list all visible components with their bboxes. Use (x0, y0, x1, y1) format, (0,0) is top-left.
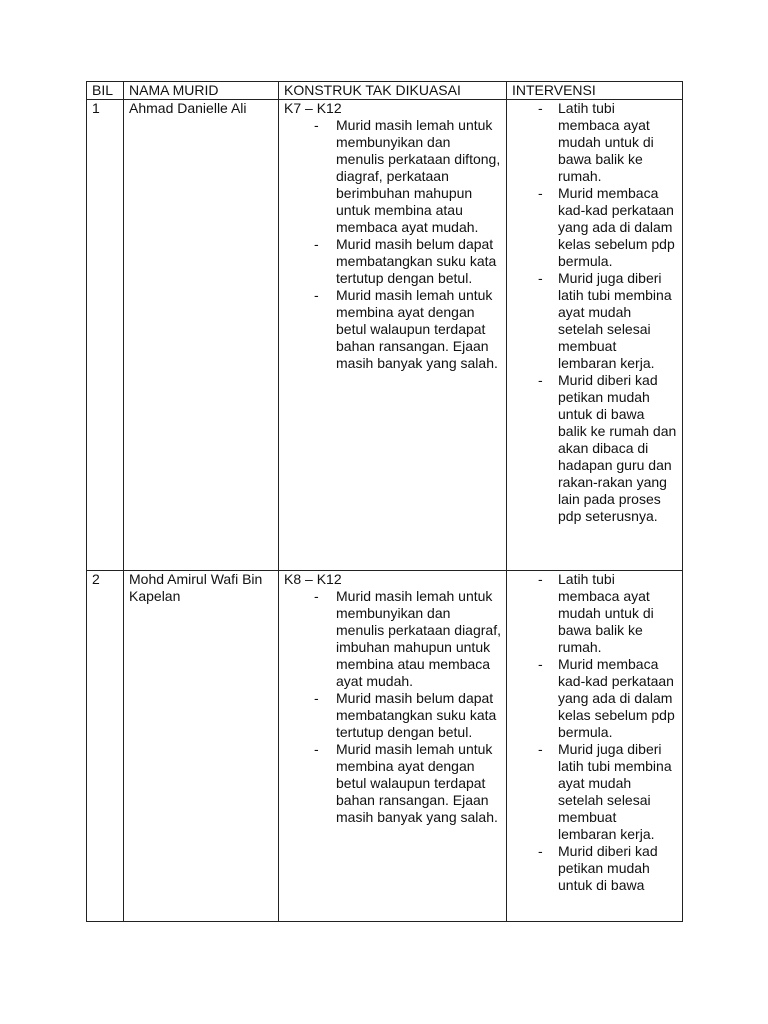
header-konstruk: KONSTRUK TAK DIKUASAI (279, 82, 507, 100)
list-item: - Murid masih belum dapat membatangkan suku kata tertutup dengan betul. (314, 236, 497, 286)
list-item: - Murid diberi kad petikan mudah untuk di bawa (538, 843, 658, 893)
cell-intervensi (507, 100, 683, 571)
student-table (86, 81, 683, 922)
list-item: - Murid masih lemah untuk membina ayat dengan betul walaupun terdapat bahan ransangan. Ejaan masih banyak yang salah. (314, 741, 498, 825)
cell-bil: 2 (87, 571, 124, 922)
list-item: - Murid diberi kad petikan mudah untuk di bawa balik ke rumah dan akan dibaca di hadapan guru dan rakan-rakan yang lain pada proses pdp seterusnya. (538, 372, 677, 524)
construct-list (284, 117, 501, 372)
cell-nama: Ahmad Danielle Ali (124, 100, 279, 571)
header-row (87, 82, 683, 100)
list-item: - Murid masih lemah untuk membunyikan dan menulis perkataan diagraf, imbuhan mahupun untuk membina atau membaca ayat mudah. (314, 588, 501, 689)
list-item: - Latih tubi membaca ayat mudah untuk di bawa balik ke rumah. (538, 571, 654, 655)
table-row (87, 571, 683, 922)
construct-code: K8 – K12 (284, 571, 342, 587)
cell-konstruk (279, 100, 507, 571)
list-item: - Murid masih belum dapat membatangkan suku kata tertutup dengan betul. (314, 690, 497, 740)
cell-nama: Mohd Amirul Wafi Bin Kapelan (124, 571, 279, 922)
header-intervensi: INTERVENSI (507, 82, 683, 100)
header-bil: BIL (87, 82, 124, 100)
list-item: - Murid juga diberi latih tubi membina ayat mudah setelah selesai membuat lembaran kerja. (538, 270, 672, 371)
cell-intervensi (507, 571, 683, 922)
construct-list (284, 588, 501, 826)
list-item: - Murid membaca kad-kad perkataan yang ada di dalam kelas sebelum pdp bermula. (538, 656, 675, 740)
construct-code: K7 – K12 (284, 100, 342, 116)
list-item: - Murid masih lemah untuk membunyikan dan menulis perkataan diftong, diagraf, perkataan berimbuhan mahupun untuk membina atau membaca ayat mudah. (314, 117, 501, 235)
table-row (87, 100, 683, 571)
list-item: - Latih tubi membaca ayat mudah untuk di bawa balik ke rumah. (538, 100, 654, 184)
cell-bil: 1 (87, 100, 124, 571)
list-item: - Murid masih lemah untuk membina ayat dengan betul walaupun terdapat bahan ransangan. Ejaan masih banyak yang salah. (314, 287, 498, 371)
list-item: - Murid membaca kad-kad perkataan yang ada di dalam kelas sebelum pdp bermula. (538, 185, 675, 269)
cell-konstruk (279, 571, 507, 922)
list-item: - Murid juga diberi latih tubi membina ayat mudah setelah selesai membuat lembaran kerja. (538, 741, 672, 842)
header-nama: NAMA MURID (124, 82, 279, 100)
intervention-list (512, 571, 677, 894)
intervention-list (512, 100, 677, 525)
